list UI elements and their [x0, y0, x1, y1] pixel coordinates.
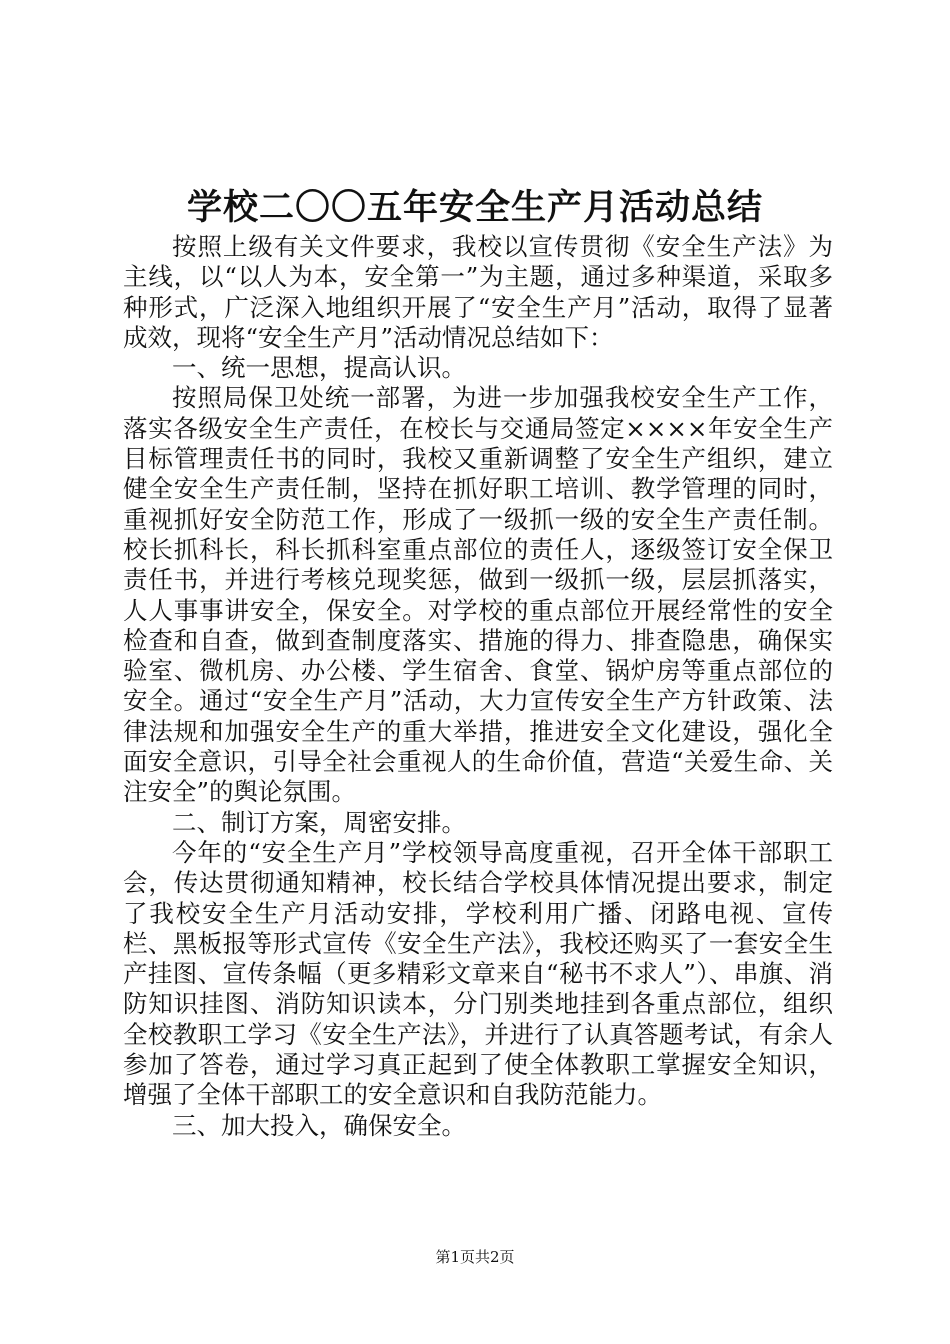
page-number: 第1页 [435, 1248, 475, 1266]
page-footer [0, 1247, 950, 1267]
section-heading-3: 三、加大投入，确保安全。 [172, 1110, 466, 1140]
section-heading-1: 一、统一思想，提高认识。 [172, 353, 466, 383]
paragraph-section-1: 按照局保卫处统一部署，为进一步加强我校安全生产工作，落实各级安全生产责任，在校长与交通局签定××××年安全生产目标管理责任书的同时，我校又重新调整了安全生产组织，建立健全安全生产责任制，坚持在抓好职工培训、教学管理的同时，重视抓好安全防范工作，形成了一级抓一级的安全生产责任制。校长抓科长，科长抓科室重点部位的责任人，逐级签订安全保卫责任书，并进行考核兑现奖惩，做到一级抓一级，层层抓落实，人人事事讲安全，保安全。对学校的重点部位开展经常性的安全检查和自查，做到查制度落实、措施的得力、排查隐患，确保实验室、微机房、办公楼、学生宿舍、食堂、锅炉房等重点部位的安全。通过“安全生产月”活动，大力宣传安全生产方针政策、法律法规和加强安全生产的重大举措，推进安全文化建设，强化全面安全意识，引导全社会重视人的生命价值，营造“关爱生命、关注安全”的舆论氛围。 [123, 383, 833, 807]
page-total: 共2页 [475, 1248, 515, 1266]
paragraph-section-2: 今年的“安全生产月”学校领导高度重视，召开全体干部职工会，传达贯彻通知精神，校长结合学校具体情况提出要求，制定了我校安全生产月活动安排，学校利用广播、闭路电视、宣传栏、黑板报等形式宣传《安全生产法》，我校还购买了一套安全生产挂图、宣传条幅（更多精彩文章来自“秘书不求人”）、串旗、消防知识挂图、消防知识读本，分门别类地挂到各重点部位，组织全校教职工学习《安全生产法》，并进行了认真答题考试，有余人参加了答卷，通过学习真正起到了使全体教职工掌握安全知识，增强了全体干部职工的安全意识和自我防范能力。 [123, 837, 833, 1110]
paragraph-intro: 按照上级有关文件要求，我校以宣传贯彻《安全生产法》为主线，以“以人为本，安全第一”为主题，通过多种渠道，采取多种形式，广泛深入地组织开展了“安全生产月”活动，取得了显著成效，现将“安全生产月”活动情况总结如下： [123, 232, 833, 352]
document-body [123, 232, 833, 1141]
section-heading-2: 二、制订方案，周密安排。 [172, 807, 466, 837]
document-title: 学校二〇〇五年安全生产月活动总结 [186, 187, 763, 228]
